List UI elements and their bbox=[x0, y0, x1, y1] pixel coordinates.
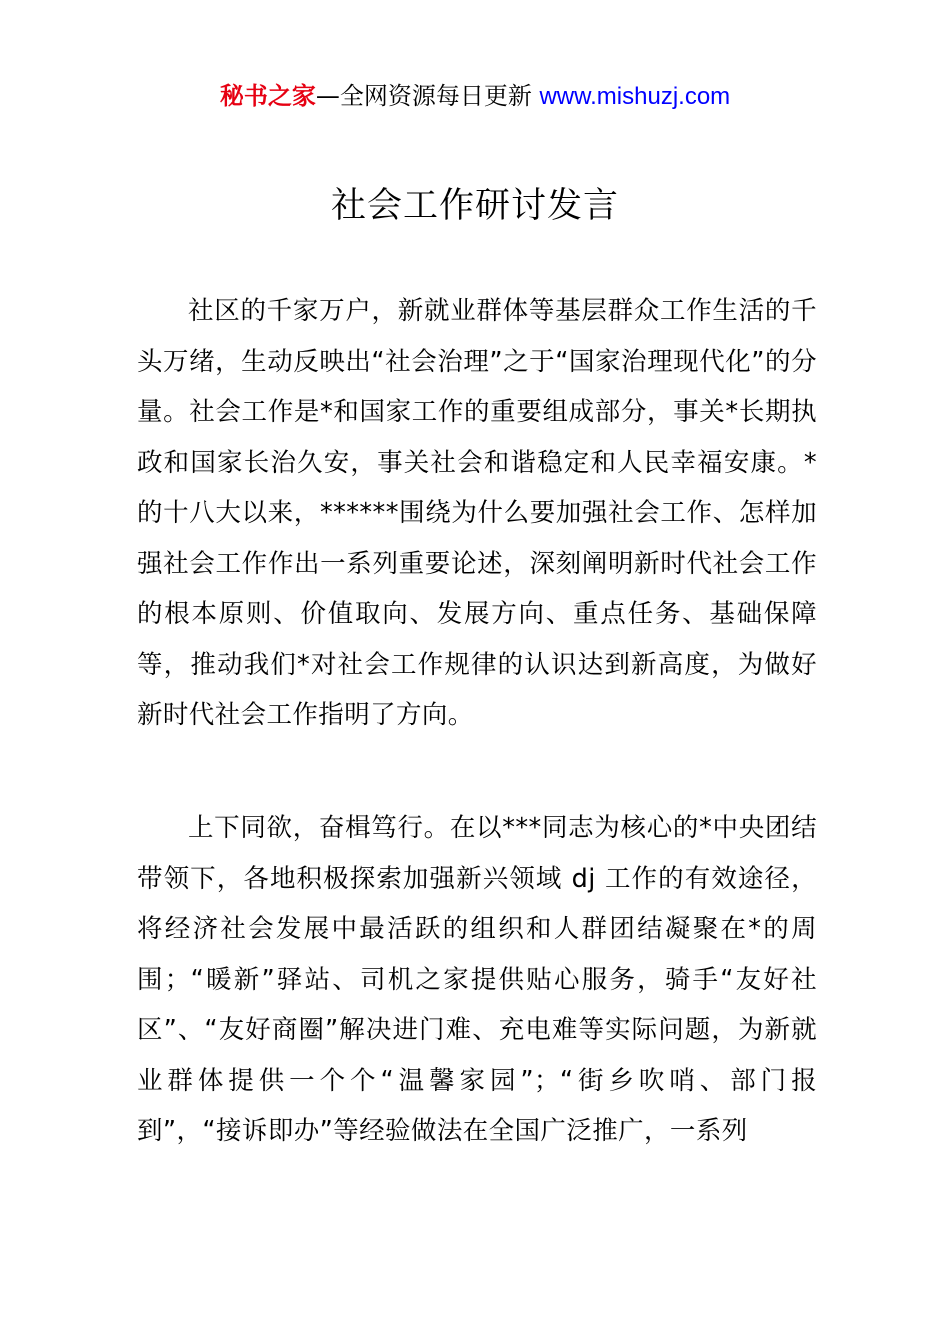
brand-name: 秘书之家 bbox=[219, 82, 316, 110]
body-paragraph: 社区的千家万户，新就业群体等基层群众工作生活的千头万绪，生动反映出“社会治理”之于“国家治理现代化”的分量。社会工作是*和国家工作的重要组成部分，事关*长期执政和国家长治久安，事关社会和谐稳定和人民幸福安康。*的十八大以来，******围绕为什么要加强社会工作、怎样加强社会工作作出一系列重要论述，深刻阐明新时代社会工作的根本原则、价值取向、发展方向、重点任务、基础保障等，推动我们*对社会工作规律的认识达到新高度，为做好新时代社会工作指明了方向。 bbox=[137, 296, 817, 730]
header-tagline: —全网资源每日更新 bbox=[315, 82, 540, 110]
site-url-link[interactable]: www.mishuzj.com bbox=[539, 83, 731, 110]
document-title: 社会工作研讨发言 bbox=[330, 186, 619, 226]
site-header bbox=[0, 80, 950, 113]
body-paragraph: 上下同欲，奋楫笃行。在以***同志为核心的*中央团结带领下，各地积极探索加强新兴领域 dj 工作的有效途径，将经济社会发展中最活跃的组织和人群团结凝聚在*的周围；“暖新”驿站、司机之家提供贴心服务，骑手“友好社区”、“友好商圈”解决进门难、充电难等实际问题，为新就业群体提供一个个“温馨家园”；“街乡吹哨、部门报到”，“接诉即办”等经验做法在全国广泛推广，一系列 bbox=[137, 813, 817, 1146]
